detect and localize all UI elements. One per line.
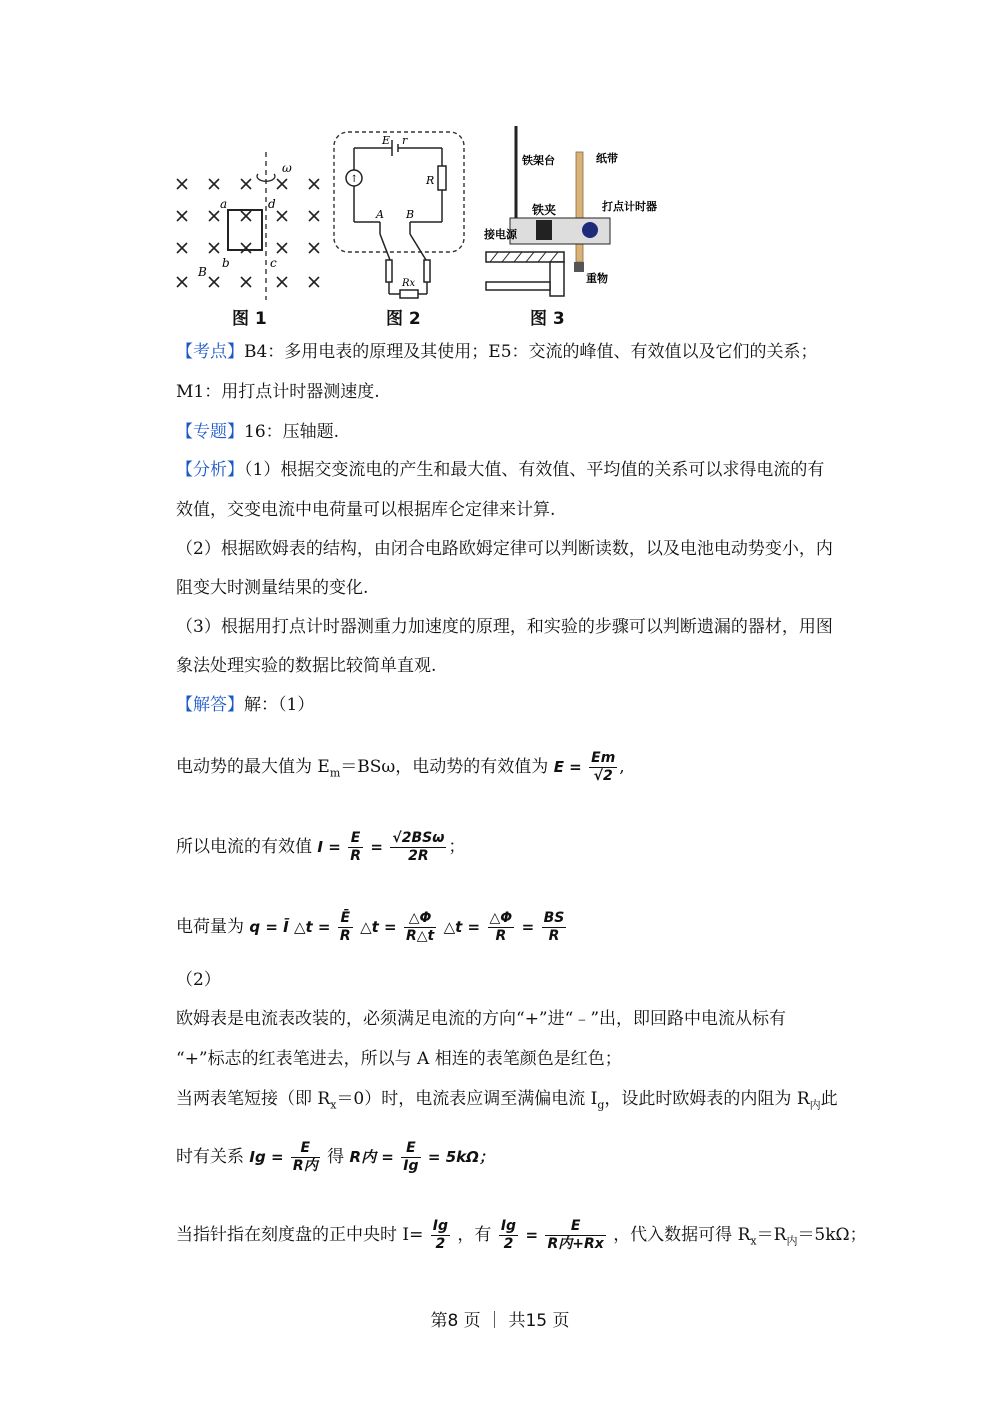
- zhuanti-tag: 【专题】: [176, 422, 244, 442]
- svg-text:Rx: Rx: [402, 278, 416, 289]
- svg-text:B: B: [198, 265, 207, 279]
- svg-text:铁架台: 铁架台: [522, 154, 555, 167]
- svg-text:r: r: [402, 134, 408, 147]
- figure-row: [170, 122, 670, 330]
- svg-text:A: A: [376, 208, 384, 221]
- part-2-label: （2）: [176, 970, 221, 990]
- svg-text:E: E: [382, 134, 391, 147]
- svg-text:a: a: [220, 197, 228, 211]
- part-2-line-1: 欧姆表是电流表改装的，必须满足电流的方向“+”进“﹣”出，即回路中电流从标有: [176, 1009, 787, 1029]
- zhuanti-line: 【专题】16：压轴题.: [176, 422, 340, 442]
- svg-text:B: B: [406, 208, 415, 221]
- figure-1-caption: 图 1: [232, 309, 267, 329]
- svg-text:重物: 重物: [586, 272, 608, 285]
- svg-text:b: b: [222, 256, 230, 270]
- fenxi-line-1: 【分析】（1）根据交变流电的产生和最大值、有效值、平均值的关系可以求得电流的有: [176, 460, 825, 480]
- figure-2-ohmmeter-circuit: [330, 122, 480, 302]
- svg-text:c: c: [270, 256, 277, 270]
- svg-text:↑: ↑: [350, 174, 359, 185]
- jieda-tag: 【解答】: [176, 695, 244, 715]
- omega-label: ω: [282, 161, 292, 175]
- svg-text:R: R: [426, 174, 435, 187]
- figure-3-free-fall-setup: [480, 122, 660, 302]
- figure-3-caption: 图 3: [530, 309, 565, 329]
- jieda-line: 【解答】解：（1）: [176, 695, 315, 715]
- svg-text:接电源: 接电源: [484, 228, 517, 241]
- equation-internal-resistance: 时有关系 Ig = $\frac{E}{\text{R内}}$ 得 R内 = $\frac{E}{Ig}$ = 5kΩ；: [176, 1140, 494, 1174]
- part-2-line-2: “+”标志的红表笔进去，所以与 A 相连的表笔颜色是红色；: [176, 1049, 622, 1069]
- fenxi-line-2: 效值，交变电流中电荷量可以根据库仑定律来计算.: [176, 500, 556, 520]
- svg-text:纸带: 纸带: [596, 152, 618, 165]
- equation-emf: 电动势的最大值为 $E_m=BS\omega$，电动势的有效值为 E = $\frac{Em}{√2}$ ,: [176, 750, 625, 784]
- kaodian-line-2: M1：用打点计时器测速度.: [176, 382, 380, 402]
- svg-text:d: d: [268, 197, 276, 211]
- equation-half-deflection: 当指针指在刻度盘的正中央时 I= $\frac{Ig}{2}$ ，有 $\frac{Ig}{2}$ = $\frac{E}{\text{R内+Rx}}$ ，代入数据可得 $R_x=R_内=5k\Omega$；: [176, 1218, 867, 1252]
- fenxi-tag: 【分析】: [176, 460, 244, 480]
- kaodian-tag: 【考点】: [176, 342, 244, 362]
- svg-text:打点计时器: 打点计时器: [602, 200, 657, 213]
- fenxi-line-3: （2）根据欧姆表的结构，由闭合电路欧姆定律可以判断读数，以及电池电动势变小，内: [176, 539, 833, 559]
- fenxi-line-5: （3）根据用打点计时器测重力加速度的原理，和实验的步骤可以判断遗漏的器材，用图: [176, 617, 833, 637]
- page-footer: 第8 页 ｜ 共15 页: [430, 1311, 570, 1331]
- kaodian-line-1: 【考点】B4：多用电表的原理及其使用；E5：交流的峰值、有效值以及它们的关系；: [176, 342, 818, 362]
- figure-1-magnetic-field: [170, 122, 330, 302]
- fenxi-line-6: 象法处理实验的数据比较简单直观.: [176, 656, 437, 676]
- equation-charge: 电荷量为 q = Ī △t = $\frac{Ē}{R}$ △t = $\frac{\triangle\Phi}{R\triangle t}$ △t = $\frac{\triangle\Phi}{R}$ = $\frac{BS}{R}$: [176, 910, 565, 944]
- fenxi-line-4: 阻变大时测量结果的变化.: [176, 578, 369, 598]
- svg-text:铁夹: 铁夹: [532, 203, 557, 217]
- figure-2-caption: 图 2: [386, 309, 421, 329]
- equation-current: 所以电流的有效值 I = $\frac{E}{R}$ = $\frac{\text{√2BSω}}{2R}$ ；: [176, 830, 466, 864]
- part-2-line-3: 当两表笔短接（即 $R_x=0$）时，电流表应调至满偏电流 $I_g$，设此时欧姆表的内阻为 $R_内$此: [176, 1089, 838, 1112]
